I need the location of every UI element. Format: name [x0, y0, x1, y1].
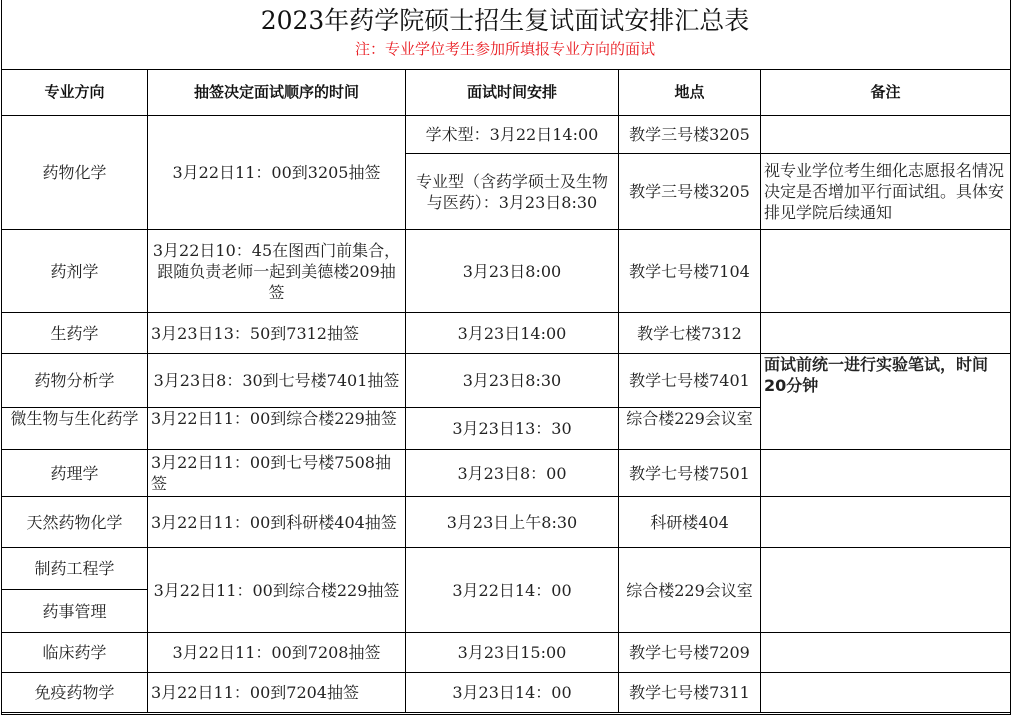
remark-cell [761, 548, 1011, 633]
place-cell: 教学七号楼7209 [619, 633, 761, 673]
remark-cell [761, 673, 1011, 713]
interview-time-cell: 3月23日8:30 [406, 354, 619, 408]
remark-cell [761, 230, 1011, 313]
draw-cell: 3月22日11：00到7208抽签 [148, 633, 406, 673]
interview-time-cell: 3月23日13：30 [406, 408, 619, 450]
major-cell: 药事管理 [2, 590, 148, 633]
place-cell: 综合楼229会议室 [619, 408, 761, 450]
col-header-interview-time: 面试时间安排 [406, 70, 619, 116]
interview-time-cell: 3月23日14:00 [406, 313, 619, 354]
major-cell: 生药学 [2, 313, 148, 354]
page-title: 2023年药学院硕士招生复试面试安排汇总表 [260, 6, 750, 35]
place-cell: 综合楼229会议室 [619, 548, 761, 633]
interview-time-cell: 3月23日8:00 [406, 230, 619, 313]
major-cell: 微生物与生化药学 [2, 408, 148, 450]
place-cell: 教学七号楼7501 [619, 450, 761, 497]
draw-cell: 3月23日13：50到7312抽签 [148, 313, 406, 354]
place-cell: 教学七号楼7311 [619, 673, 761, 713]
red-note: 注：专业学位考生参加所填报专业方向的面试 [354, 40, 655, 58]
draw-cell: 3月22日11：00到3205抽签 [148, 116, 406, 230]
major-cell: 药物分析学 [2, 354, 148, 408]
interview-time-cell: 3月23日上午8:30 [406, 497, 619, 548]
col-header-draw-time: 抽签决定面试顺序的时间 [148, 70, 406, 116]
remark-cell: 面试前统一进行实验笔试，时间20分钟 [761, 354, 1011, 450]
table-row [2, 230, 1011, 313]
draw-cell: 3月22日11：00到科研楼404抽签 [148, 497, 406, 548]
place-cell: 教学七楼7312 [619, 313, 761, 354]
major-cell: 制药工程学 [2, 548, 148, 590]
remark-cell [761, 633, 1011, 673]
draw-cell: 3月22日11：00到七号楼7508抽签 [148, 450, 406, 497]
draw-cell: 3月22日11：00到综合楼229抽签 [148, 408, 406, 450]
major-cell: 免疫药物学 [2, 673, 148, 713]
remark-cell [761, 497, 1011, 548]
major-cell: 临床药学 [2, 633, 148, 673]
interview-time-cell: 3月23日8：00 [406, 450, 619, 497]
draw-cell: 3月22日11：00到7204抽签 [148, 673, 406, 713]
major-cell: 药剂学 [2, 230, 148, 313]
interview-time-cell: 学术型：3月22日14:00 [406, 116, 619, 154]
remark-cell [761, 313, 1011, 354]
table-row [2, 673, 1011, 713]
draw-cell: 3月22日11：00到综合楼229抽签 [148, 548, 406, 633]
header-row [2, 70, 1011, 116]
major-cell: 天然药物化学 [2, 497, 148, 548]
remark-cell [761, 450, 1011, 497]
remark-cell [761, 116, 1011, 154]
major-cell: 药物化学 [2, 116, 148, 230]
schedule-table [1, 69, 1011, 713]
interview-time-cell: 3月22日14：00 [406, 548, 619, 633]
interview-time-cell: 3月23日14：00 [406, 673, 619, 713]
table-row [2, 313, 1011, 354]
table-row [2, 633, 1011, 673]
table-row [2, 548, 1011, 590]
draw-cell: 3月23日8：30到七号楼7401抽签 [148, 354, 406, 408]
place-cell: 教学三号楼3205 [619, 154, 761, 230]
table-row [2, 497, 1011, 548]
remark-cell: 视专业学位考生细化志愿报名情况决定是否增加平行面试组。具体安排见学院后续通知 [761, 154, 1011, 230]
table-row [2, 450, 1011, 497]
col-header-remark: 备注 [761, 70, 1011, 116]
place-cell: 教学三号楼3205 [619, 116, 761, 154]
place-cell: 教学七号楼7401 [619, 354, 761, 408]
table-row [2, 116, 1011, 154]
interview-time-cell: 专业型（含药学硕士及生物与医药）：3月23日8:30 [406, 154, 619, 230]
interview-time-cell: 3月23日15:00 [406, 633, 619, 673]
col-header-place: 地点 [619, 70, 761, 116]
table-row [2, 354, 1011, 408]
place-cell: 教学七号楼7104 [619, 230, 761, 313]
draw-cell: 3月22日10：45在图西门前集合，跟随负责老师一起到美德楼209抽签 [148, 230, 406, 313]
col-header-major: 专业方向 [2, 70, 148, 116]
major-cell: 药理学 [2, 450, 148, 497]
place-cell: 科研楼404 [619, 497, 761, 548]
